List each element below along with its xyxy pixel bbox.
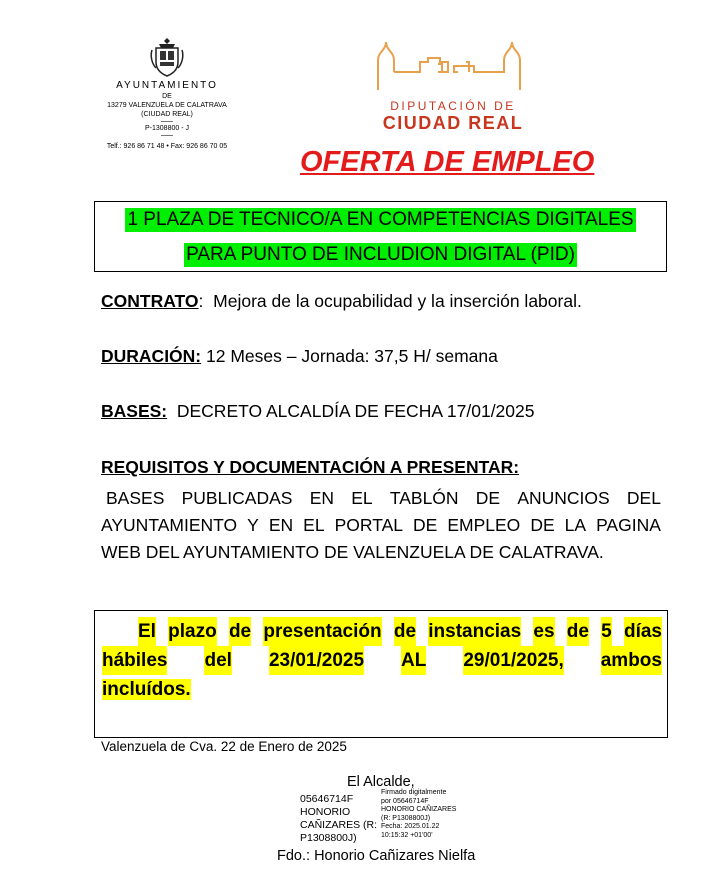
- word: 5: [601, 617, 612, 646]
- word: Y: [247, 515, 259, 535]
- plazo-box: [94, 610, 668, 738]
- signature-line: CAÑIZARES (R:: [300, 819, 378, 831]
- diputacion-logo: [368, 38, 538, 134]
- word: BASES: [106, 488, 165, 508]
- signatory: Fdo.: Honorio Cañizares Nielfa: [277, 848, 476, 864]
- divider: [161, 121, 173, 122]
- word: de: [229, 617, 251, 646]
- plazo-line3: [102, 675, 662, 704]
- ayuntamiento-address: 13279 VALENZUELA DE CALATRAVA: [107, 102, 227, 109]
- duracion-label: DURACIÓN:: [101, 346, 202, 366]
- ayuntamiento-de: DE: [162, 93, 172, 100]
- position-box: [94, 201, 667, 272]
- plazo-line2: [102, 646, 662, 675]
- divider: [161, 135, 173, 136]
- requisitos-line1: [101, 485, 661, 512]
- plazo-line1: [102, 617, 662, 646]
- word: DE: [413, 515, 438, 535]
- word: TABLÓN: [389, 488, 459, 508]
- word: EMPLEO: [447, 515, 521, 535]
- word: de: [394, 617, 416, 646]
- word: AYUNTAMIENTO: [101, 515, 238, 535]
- word: ANUNCIOS: [517, 488, 610, 508]
- word: de: [567, 617, 589, 646]
- word: PUBLICADAS: [181, 488, 293, 508]
- word: DE: [530, 515, 555, 535]
- word: días: [624, 617, 662, 646]
- requisitos-line3: WEB DEL AYUNTAMIENTO DE VALENZUELA DE CALATRAVA.: [101, 542, 604, 562]
- requisitos-heading: REQUISITOS Y DOCUMENTACIÓN A PRESENTAR:: [101, 457, 520, 477]
- word: AL: [401, 646, 426, 675]
- signature-detail: 10:15:32 +01'00': [381, 831, 433, 839]
- ayuntamiento-header: [82, 36, 252, 151]
- word: ambos: [601, 646, 662, 675]
- date-place: Valenzuela de Cva. 22 de Enero de 2025: [101, 739, 347, 754]
- word: EL: [351, 488, 373, 508]
- duracion-row: [101, 346, 498, 367]
- contrato-row: CONTRATO: Mejora de la ocupabilidad y la inserción laboral.: [101, 291, 582, 311]
- ayuntamiento-cif: P-1308800 - J: [145, 125, 189, 132]
- signature-detail: Fecha: 2025.01.22: [381, 823, 440, 830]
- word: plazo: [168, 617, 217, 646]
- coat-of-arms-icon: [150, 36, 184, 78]
- signature-details: [381, 789, 461, 840]
- word: LA: [564, 515, 587, 535]
- signature-line: 05646714F: [300, 793, 354, 805]
- word: instancias: [428, 617, 521, 646]
- position-line1: 1 PLAZA DE TECNICO/A EN COMPETENCIAS DIGITALES: [127, 209, 634, 230]
- word: EL: [303, 515, 325, 535]
- bases-label: BASES:: [101, 401, 168, 421]
- diputacion-line2: CIUDAD REAL: [382, 113, 524, 133]
- bases-value: DECRETO ALCALDÍA DE FECHA 17/01/2025: [176, 401, 535, 421]
- word: El: [138, 617, 156, 646]
- duracion-value: 12 Meses – Jornada: 37,5 H/ semana: [206, 346, 498, 366]
- word: 23/01/2025: [269, 646, 364, 675]
- signature-detail: HONORIO CAÑIZARES: [381, 806, 457, 813]
- word: EN: [268, 515, 294, 535]
- contrato-value: Mejora de la ocupabilidad y la inserción laboral.: [213, 291, 582, 311]
- bases-row: [101, 401, 534, 422]
- word: DE: [475, 488, 501, 508]
- plazo-text: [102, 617, 662, 704]
- word: hábiles: [102, 646, 167, 675]
- word: EN: [309, 488, 334, 508]
- diputacion-line1: DIPUTACIÓN DE: [390, 99, 516, 113]
- signature-detail: Firmado digitalmente: [381, 789, 447, 796]
- word: es: [533, 617, 554, 646]
- position-line2: PARA PUNTO DE INCLUDION DIGITAL (PID): [186, 244, 575, 265]
- word: PAGINA: [596, 515, 661, 535]
- signature-detail: por 05646714F: [381, 797, 429, 805]
- signature-line: HONORIO: [300, 806, 351, 818]
- ayuntamiento-name: AYUNTAMIENTO: [116, 80, 218, 91]
- signature-line: P1308800J): [300, 832, 357, 844]
- contrato-label: CONTRATO: [101, 291, 199, 311]
- word: incluídos.: [102, 679, 191, 700]
- requisitos-body: [101, 485, 661, 566]
- requisitos-line2: [101, 512, 661, 539]
- word: presentación: [263, 617, 381, 646]
- signature-detail: (R: P1308800J): [381, 814, 431, 822]
- word: PORTAL: [334, 515, 403, 535]
- ayuntamiento-contact: Telf.: 926 86 71 48 • Fax: 926 86 70 05: [106, 143, 228, 150]
- word: DEL: [626, 488, 661, 508]
- word: 29/01/2025,: [463, 646, 563, 675]
- page-title: OFERTA DE EMPLEO: [300, 146, 595, 178]
- alcalde-label: El Alcalde,: [347, 774, 415, 790]
- word: del: [204, 646, 231, 675]
- ayuntamiento-province: (CIUDAD REAL): [141, 111, 193, 118]
- signature-name: [300, 793, 378, 845]
- diputacion-building-icon: [370, 38, 536, 90]
